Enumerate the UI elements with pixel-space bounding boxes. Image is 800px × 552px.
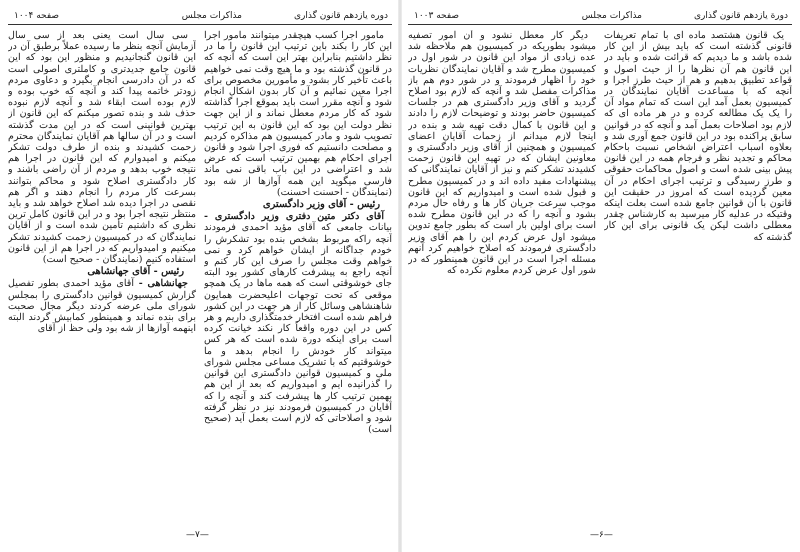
- text-column-left: [408, 30, 596, 520]
- page-footer-number: —۶—: [590, 530, 613, 540]
- speaker-heading: رئیس - آقای جهانشاهی: [87, 266, 184, 278]
- text-column-left: [8, 30, 196, 520]
- paragraph-text: بیانات جامعی که آقای مؤید احمدی فرمودند آنچه راکه مربوط بشخص بنده بود تشکرش را خودم جداگانه از ایشان خواهم کرد و نمی خواهم وقت مجلس را صرف این کار کنم و آنچه راجع به پیشرفت کارهای کشور بود البته جای خوشوقتی است که همه ماها در یک همچو موقعی که تحت توجهات اعلیحضرت همایون شاهنشاهی وسائل کار از هر جهت در این کشور فراهم شده است افتخار خدمتگذاری داریم و هر کس در این دوره واقعاً کار نکند خیانت کرده است برای اینکه دورة شده است که هر کس میتواند کار خودش را انجام بدهد و ما خوشوقتیم که با تشریک مساعی مجلس شورای ملی و کمیسیون قوانین دادگستری این قوانین را گذرانیده ایم و امیدواریم که بعد از این هم بهمین ترتیب کار ها پیشرفت کند و آنچه را که آقایان در کمیسیون فرمودند نیز در نظر گرفته شود و اصلاحاتی که لازم است بعمل آید (صحیح است): [204, 222, 392, 436]
- text-column-right: [604, 30, 792, 520]
- paragraph: [204, 30, 392, 198]
- proceedings-title: مذاکرات مجلس: [581, 11, 642, 21]
- paragraph: [8, 30, 196, 265]
- session-title: دورة یازدهم قانون گذاری: [693, 11, 788, 21]
- text-column-right: [204, 30, 392, 520]
- paragraph: [408, 30, 596, 276]
- paragraph-text: مامور اجرا کسب هیچقدر میتوانند مامور اجرا این کار را بکند باین ترتیب این قانون را ما در نظر داشتیم بنابراین بهتر این است که آنچه که در قانون گذشته بود و ما هیچ وقت نمی خواهیم باعث تأخیر کار بشود و مأمورین مخصوص برای اجرا معین نمائیم و آن کار بدون اشکال انجام شود و آنچه مقرر است باید بموقع اجرا گذاشته شود که کار مردم معطل نماند و از این جهت نظر دولت این بود که این قانون به این ترتیب تصویب شود و مادر کمیسیون هم مذاکره کردیم و مصلحت دانستیم که فوری اجرا شود و قانون اجرای احکام هم بهمین ترتیب است که عرض شد و اعتراضی در این باب باقی نمی ماند فارسی میگوید این همه آوازها از شه بود (نمایندگان - احسنت احسنت): [204, 30, 392, 198]
- speaker-heading: رئیس - آقای وزیر دادگستری: [262, 199, 380, 211]
- paragraph: [604, 30, 792, 243]
- paragraph-text: یک قانون هشتصد ماده ای با تمام تعریفات قانونی گذشته است که باید بیش از این کار شده باشد و ما دیدیم که قرائت شده و باید در این قانون هم آن نظرها را از حیث اصول و قواعد تطبیق بدهیم و هم از حیث طرز اجرا و آنچه که با مساعدت آقایان نمایندگان در کمیسیون بعمل آمد این است که تمام مواد آن را یک یک مطالعه کرده و در هر ماده ای که لازم بود اصلاحات بعمل آمد و آنچه که در قوانین سابق پراکنده بود در این قانون جمع آوری شد و بعلاوه اسباب اعتراض اشخاص نسبت باحکام محاکم و تجدید نظر و فرجام همه در این قانون پیش بینی شده است و اصول محاکمات حقوقی و طرز رسیدگی و ترتیب اجرای احکام در آن معین گردیده است که امروز در حقیقت این قانون با آن قوانین جامع شده است بعلت اینکه وقتیکه در عدلیه کار میرسید به کارشناس چقدر معطلی داشت لیکن یک قانونی برای این کار گذشته که: [604, 30, 792, 243]
- speaker-name: آقای دکتر متین دفتری وزیر دادگستری -: [204, 211, 384, 223]
- page-number: صفحه ۱۰۰۴: [14, 11, 60, 21]
- speaker-name: جهانشاهی -: [134, 278, 188, 290]
- session-title: دوره یازدهم قانون گذاری: [293, 11, 388, 21]
- paragraph-text: آقای مؤید احمدی بطور تفصیل گزارش کمیسیون قوانین دادگستری را بمجلس شورای ملی عرضه کردند دیگر مجال صحبت برای بنده نماند و همینطور کمابیش گردند البته اینهمه آوازها از شه بود ولی حظ از آقای: [8, 278, 196, 335]
- proceedings-title: مذاکرات مجلس: [181, 11, 242, 21]
- paragraph: [8, 278, 196, 334]
- page-header: [408, 10, 792, 25]
- paragraph: [204, 211, 392, 435]
- right-page: [400, 0, 800, 552]
- paragraph-text: سی سال است یعنی بعد از سی سال آزمایش آنچه بنظر ما رسیده عملاً برطبق آن در این قانون گنجانیدیم و منظور این بود که این قانون جامع جدیدتری و کاملتری اصولی است که در آن دادرسی انجام بگیرد و دعاوی مردم زودتر خاتمه پیدا کند و آنچه که خوب بوده و لازم بوده است ابقاء شد و آنچه لازم نبوده حذف شد و بنده تصور میکنم که این قانون از بهترین قوانینی است که در این مدت گذشته است و در آن سالها هم آقایان نمایندگان محترم زحمت کشیدند و بنده از طرف دولت تشکر میکنم و امیدوارم که این قانون در اجرا هم نتیجه خوب بدهد و مردم از آن راضی باشند و کار دادگستری اصلاح شود و محاکم بتوانند بسرعت کار مردم را انجام دهند و اگر هم نقصی در اجرا دیده شد اصلاح خواهد شد و باید منتظر نتیجه اجرا بود و در این قانون کامل ترین نظری که داشتیم تأمین شده است و از آقایان نمایندگان که در کمیسیون زحمت کشیدند تشکر میکنیم و امیدواریم که در اجرا هم از این قانون استفاده کنیم (نمایندگان - صحیح است): [8, 30, 196, 266]
- page-number: صفحه ۱۰۰۳: [414, 11, 460, 21]
- page-footer-number: —۷—: [186, 530, 209, 540]
- paragraph-text: دیگر کار معطل نشود و آن امور تصفیه میشود بطوریکه در کمیسیون هم ملاحظه شد عده زیادی از مواد این قانون در شور اول در کمیسیون مطرح شد و آقایان نمایندگان نظریات خود را اظهار فرمودند و در شور دوم هم باز مذاکرات مفصل شد و آنچه که لازم بود اصلاح گردید و آقای وزیر دادگستری هم در جلسات کمیسیون حاضر بودند و توضیحات لازم را دادند و این قانون با کمال دقت تهیه شد و بنده در اینجا لازم میدانم از زحمات آقایان اعضای کمیسیون و همچنین از آقای وزیر دادگستری و معاونین ایشان که در تهیه این قانون زحمت کشیدند تشکر کنم و نیز از آقایان نمایندگانی که پیشنهادات مفید داده اند و در کمیسیون مطرح و قبول شده است و امیدواریم که این قانون موجب سرعت جریان کار ها و رفاه حال مردم بشود و آنچه را که در این قانون مطرح شده است برای اولین بار است که بطور جامع تدوین میشود اول عرض کردم این را هم آقای وزیر دادگستری فرمودند که اصلاح خواهیم کرد آنهم مسئله اجرا است در این قانون همینطور که در شور اول عرض کردم معلوم نکرده که: [408, 30, 596, 277]
- page-header: [8, 10, 392, 25]
